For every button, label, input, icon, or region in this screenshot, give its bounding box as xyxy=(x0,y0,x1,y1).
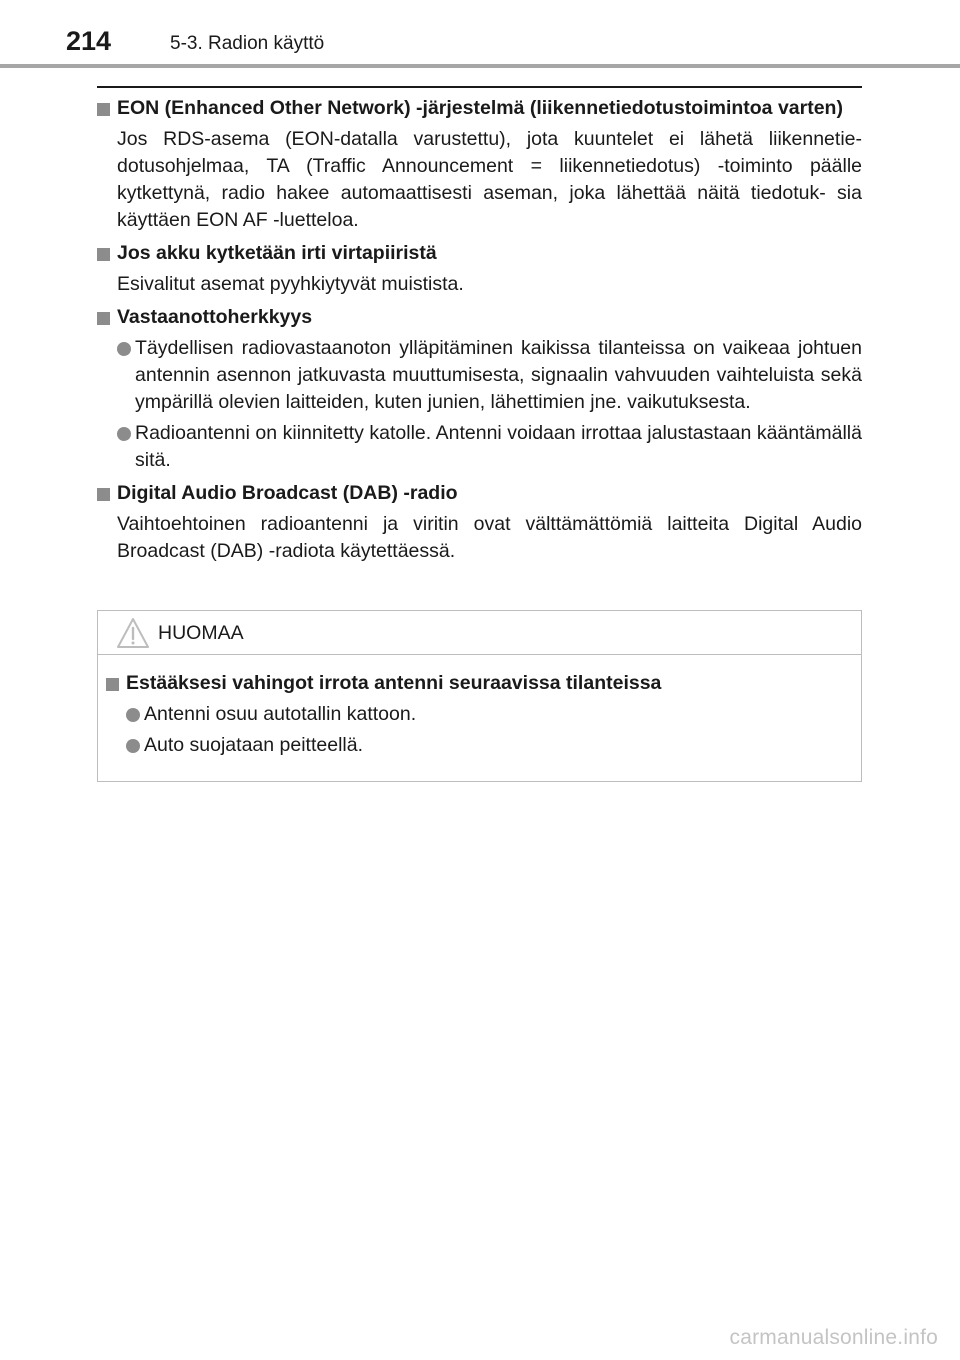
section-heading xyxy=(97,240,862,267)
section-heading xyxy=(97,304,862,331)
section-paragraph: Jos RDS-asema (EON-datalla varustettu), jota kuuntelet ei lähetä liikennetie- dotusohjelmaa, TA (Traffic Announcement = liikennetiedotus) -toiminto päälle kytkettynä, radio hakee automaattisesti aseman, joka lähettää näitä tiedotuk- sia käyttäen EON AF -luetteloa. xyxy=(117,128,862,231)
round-bullet-icon xyxy=(117,427,131,441)
warning-triangle-icon xyxy=(116,617,150,649)
page-header xyxy=(0,0,960,66)
square-bullet-icon xyxy=(97,248,110,261)
bullet-text: Radioantenni on kiinnitetty katolle. Antenni voidaan irrottaa jalustastaan kääntämällä sitä. xyxy=(135,422,862,471)
main-content xyxy=(97,95,862,571)
notice-heading-text: Estääksesi vahingot irrota antenni seuraavissa tilanteissa xyxy=(126,672,662,694)
page-number: 214 xyxy=(66,26,112,56)
bullet-text: Täydellisen radiovastaanoton ylläpitäminen kaikissa tilanteissa on vaikeaa johtuen antennin asennon jatkuvasta muuttumisesta, signaalin vahvuuden vaihteluista sekä ympärillä olevien laitteiden, kuten junien, lähettimien jne. vaikutuksesta. xyxy=(135,337,862,413)
square-bullet-icon xyxy=(97,312,110,325)
round-bullet-icon xyxy=(126,739,140,753)
bullet-item xyxy=(97,335,862,416)
content-divider xyxy=(97,86,862,88)
section-dab xyxy=(97,480,862,565)
section-title: 5-3. Radion käyttö xyxy=(170,33,325,54)
notice-header xyxy=(98,611,861,655)
notice-heading xyxy=(106,670,861,697)
notice-title: HUOMAA xyxy=(158,622,244,644)
notice-bullet-item xyxy=(106,732,861,759)
section-heading-text: Digital Audio Broadcast (DAB) -radio xyxy=(117,482,458,504)
square-bullet-icon xyxy=(97,103,110,116)
round-bullet-icon xyxy=(117,342,131,356)
notice-bullet-item xyxy=(106,701,861,728)
section-paragraph: Esivalitut asemat pyyhkiytyvät muistista. xyxy=(117,273,464,295)
bullet-text: Auto suojataan peitteellä. xyxy=(144,734,363,756)
header-divider xyxy=(0,64,960,68)
square-bullet-icon xyxy=(97,488,110,501)
section-reception xyxy=(97,304,862,474)
bullet-item xyxy=(97,420,862,474)
section-heading xyxy=(97,480,862,507)
section-heading-text: Jos akku kytketään irti virtapiiristä xyxy=(117,242,437,264)
section-heading-text: EON (Enhanced Other Network) -järjestelmä (liikennetiedotustoimintoa varten) xyxy=(117,97,843,119)
square-bullet-icon xyxy=(106,678,119,691)
section-eon xyxy=(97,95,862,234)
section-heading-text: Vastaanottoherkkyys xyxy=(117,306,313,328)
watermark: carmanualsonline.info xyxy=(729,1326,938,1349)
bullet-text: Antenni osuu autotallin kattoon. xyxy=(144,703,417,725)
section-heading xyxy=(97,95,862,122)
notice-body xyxy=(98,655,861,759)
section-battery xyxy=(97,240,862,298)
section-paragraph: Vaihtoehtoinen radioantenni ja viritin ovat välttämättömiä laitteita Digital Audio Broadcast (DAB) -radiota käytettäessä. xyxy=(117,513,862,562)
round-bullet-icon xyxy=(126,708,140,722)
notice-box xyxy=(97,610,862,782)
